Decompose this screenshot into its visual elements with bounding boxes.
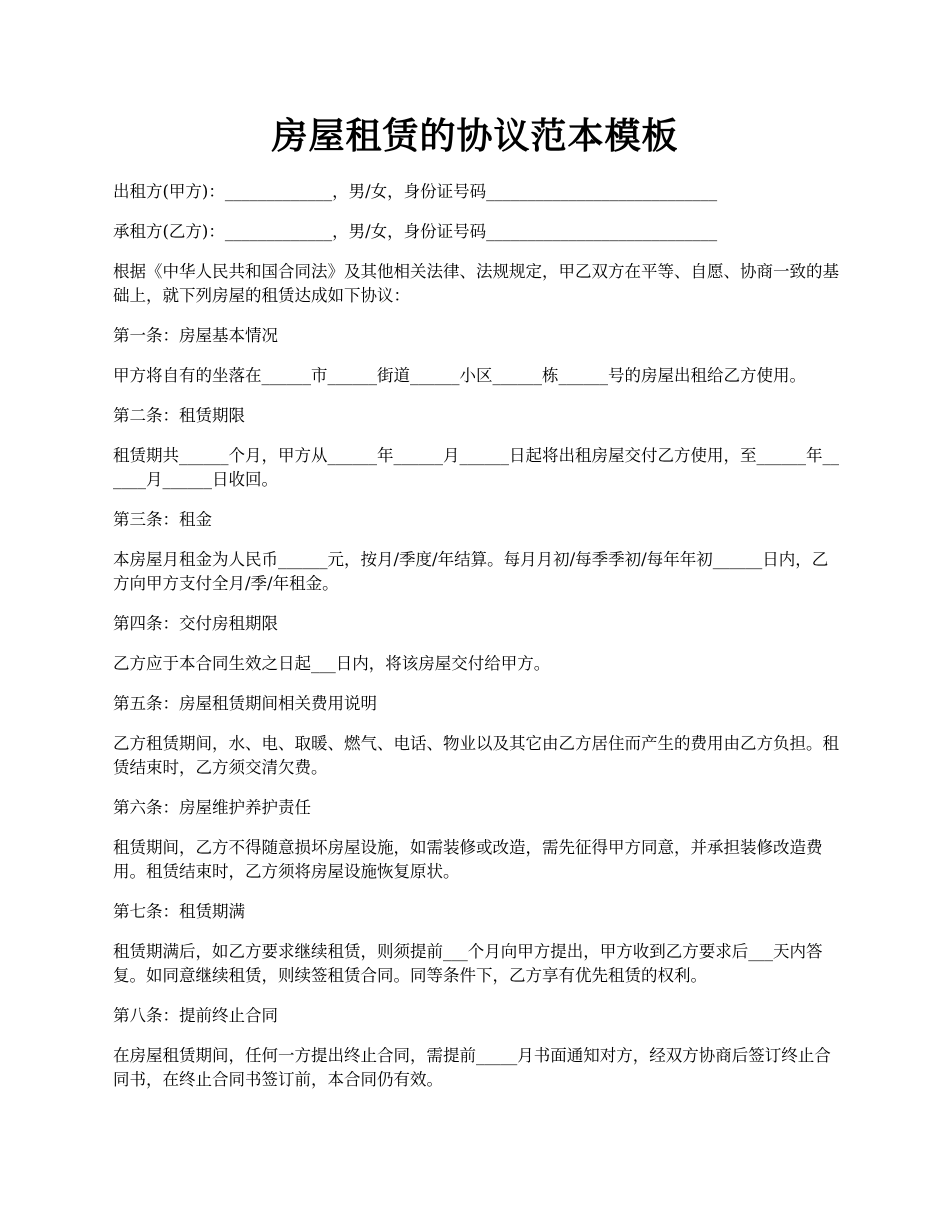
section-heading-3: 第三条：租金	[113, 510, 212, 529]
section-text-6: 租赁期间，乙方不得随意损坏房屋设施，如需装修或改造，需先征得甲方同意，并承担装修改造费用。租赁结束时，乙方须将房屋设施恢复原状。	[113, 838, 823, 881]
document-title: 房屋租赁的协议范本模板	[271, 115, 679, 157]
section-text-2: 租赁期共______个月，甲方从______年______月______日起将出租房屋交付乙方使用，至______年______月______日收回。	[113, 446, 839, 489]
section-text-8: 在房屋租赁期间，任何一方提出终止合同，需提前_____月书面通知对方，经双方协商后签订终止合同书，在终止合同书签订前，本合同仍有效。	[113, 1046, 831, 1089]
section-text-7: 租赁期满后，如乙方要求继续租赁，则须提前___个月向甲方提出，甲方收到乙方要求后___天内答复。如同意继续租赁，则续签租赁合同。同等条件下，乙方享有优先租赁的权利。	[113, 942, 823, 985]
section-heading-4: 第四条：交付房租期限	[113, 614, 278, 633]
section-text-1: 甲方将自有的坐落在______市______街道______小区______栋______号的房屋出租给乙方使用。	[113, 366, 806, 385]
party-a-line: 出租方(甲方)：_____________，男/女，身份证号码____________________________	[113, 182, 718, 201]
section-heading-6: 第六条：房屋维护养护责任	[113, 798, 311, 817]
section-text-5: 乙方租赁期间，水、电、取暖、燃气、电话、物业以及其它由乙方居住而产生的费用由乙方负担。租赁结束时，乙方须交清欠费。	[113, 734, 839, 777]
section-heading-7: 第七条：租赁期满	[113, 902, 245, 921]
party-b-line: 承租方(乙方)：_____________，男/女，身份证号码____________________________	[113, 222, 718, 241]
section-heading-5: 第五条：房屋租赁期间相关费用说明	[113, 694, 377, 713]
section-heading-2: 第二条：租赁期限	[113, 406, 245, 425]
section-heading-8: 第八条：提前终止合同	[113, 1006, 278, 1025]
section-text-3: 本房屋月租金为人民币______元，按月/季度/年结算。每月月初/每季季初/每年年初______日内，乙方向甲方支付全月/季/年租金。	[113, 550, 829, 593]
section-heading-1: 第一条：房屋基本情况	[113, 326, 278, 345]
preamble-paragraph: 根据《中华人民共和国合同法》及其他相关法律、法规规定，甲乙双方在平等、自愿、协商一致的基础上，就下列房屋的租赁达成如下协议：	[113, 262, 839, 305]
section-text-4: 乙方应于本合同生效之日起___日内，将该房屋交付给甲方。	[113, 654, 551, 673]
document-body	[113, 180, 843, 1108]
